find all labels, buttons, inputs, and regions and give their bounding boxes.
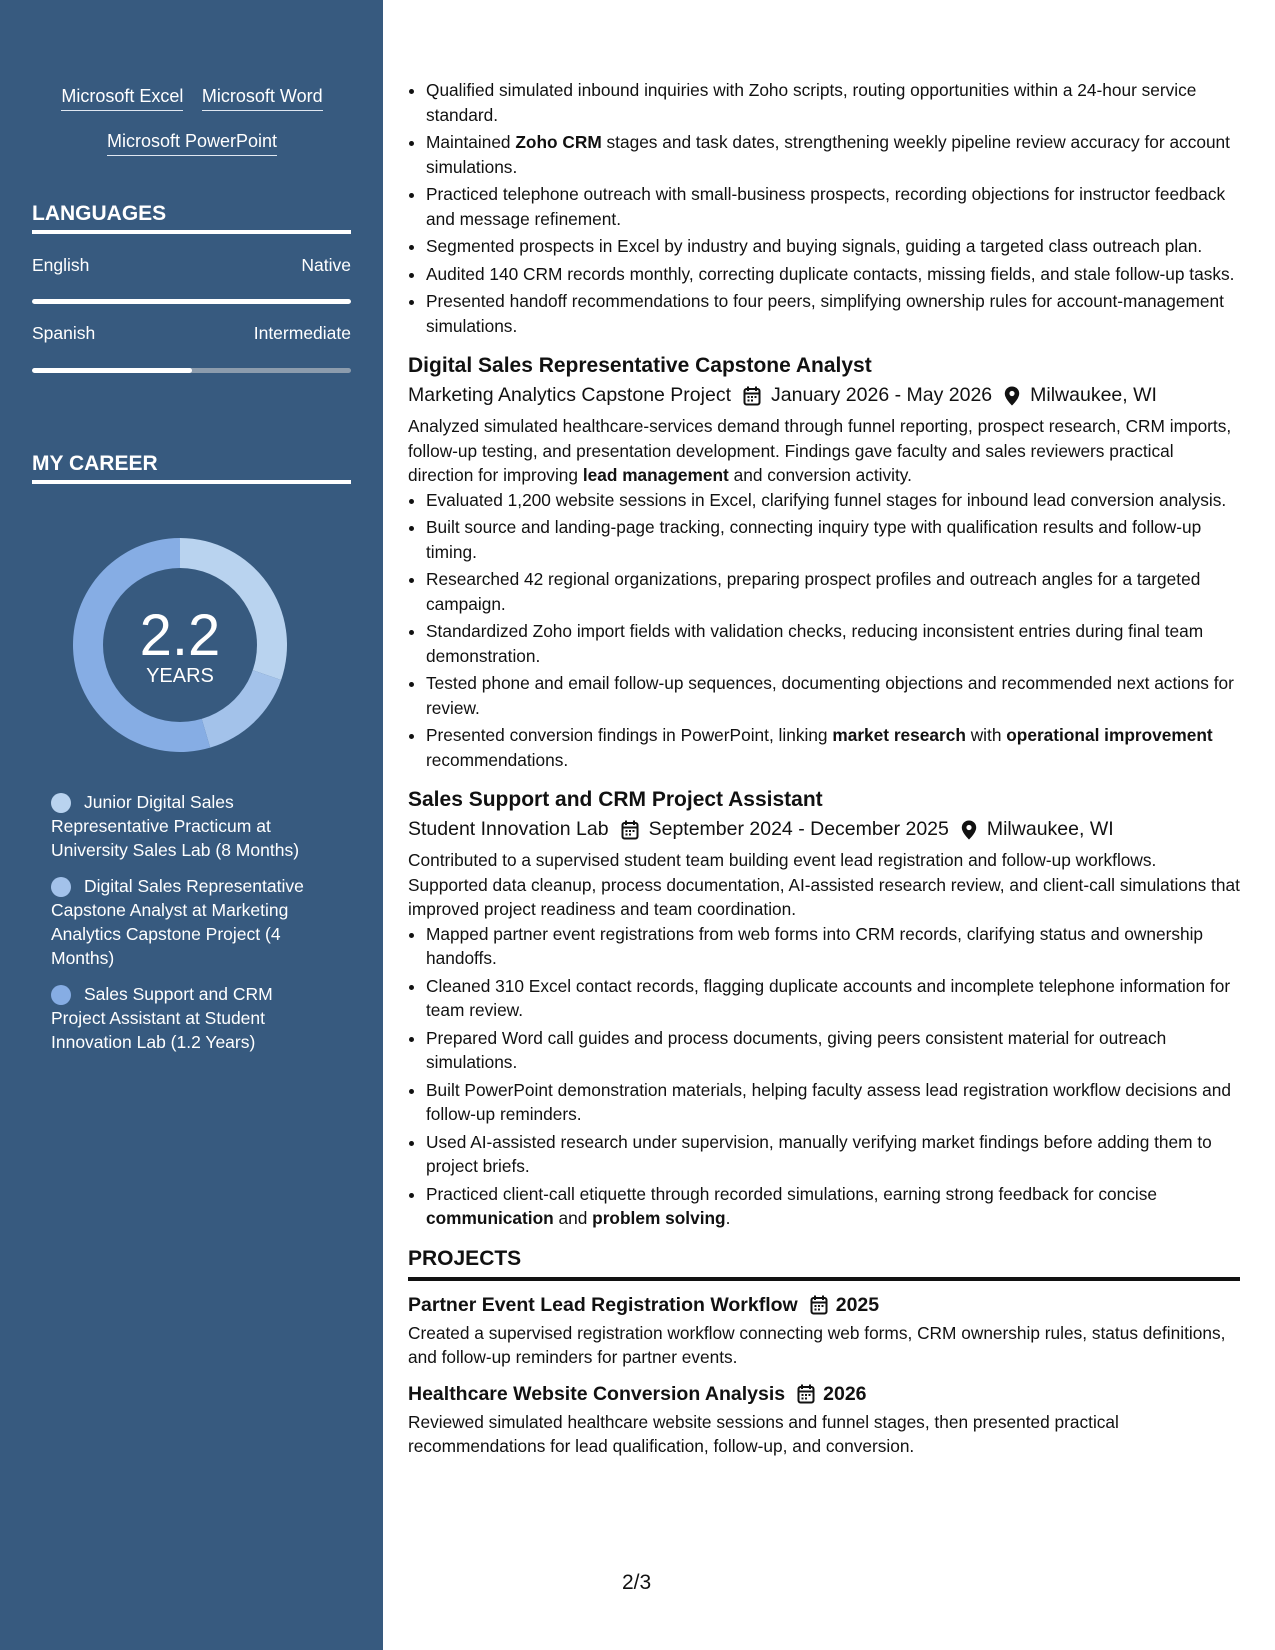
language-proficiency-bar: [32, 299, 351, 304]
project-year: 2026: [823, 1382, 867, 1405]
project-title: [408, 1291, 1240, 1319]
career-item-text: Digital Sales Representative Capstone Analyst at Marketing Analytics Capstone Project (4 Months): [51, 876, 304, 968]
project-description: Reviewed simulated healthcare website sessions and funnel stages, then presented practical recommendations for lead qualification, follow-up, and conversion.: [408, 1411, 1119, 1456]
skill-tag: Microsoft PowerPoint: [107, 131, 277, 156]
job-bullets: [408, 488, 1240, 773]
bullet-item: • Qualified simulated inbound inquiries with Zoho scripts, routing opportunities within a 24-hour service standard.: [426, 78, 1240, 127]
calendar-icon: [797, 1380, 815, 1408]
job-title: Digital Sales Representative Capstone Analyst: [408, 354, 872, 377]
skills-row: [32, 131, 352, 156]
calendar-icon: [810, 1291, 828, 1319]
language-name: English: [32, 255, 90, 275]
job-description: Analyzed simulated healthcare-services demand through funnel reporting, prospect research, CRM imports, follow-up testing, and presentation development. Findings gave faculty and sales reviewers practical direction for improving lead management and conversion activity.: [408, 416, 1232, 485]
career-legend-dot: [51, 985, 71, 1005]
location-pin-icon: [961, 814, 977, 844]
career-heading: MY CAREER: [32, 452, 351, 484]
bullet-item: • Used AI-assisted research under supervision, manually verifying market findings before adding them to project briefs.: [426, 1130, 1240, 1179]
languages-heading: LANGUAGES: [32, 202, 351, 234]
bullet-item: • Practiced client-call etiquette through recorded simulations, earning strong feedback for concise communication and problem solving.: [426, 1182, 1240, 1231]
bullet-item: • Researched 42 regional organizations, preparing prospect profiles and outreach angles for a targeted campaign.: [426, 567, 1240, 616]
language-level: Native: [301, 255, 351, 275]
calendar-icon: [743, 380, 761, 410]
language-name: Spanish: [32, 323, 96, 343]
main-content: [408, 78, 1240, 1459]
bullet-item: • Built PowerPoint demonstration materials, helping faculty assess lead registration workflow decisions and follow-up reminders.: [426, 1078, 1240, 1127]
bullet-item: • Maintained Zoho CRM stages and task dates, strengthening weekly pipeline review accuracy for account simulations.: [426, 130, 1240, 179]
skill-tag: Microsoft Word: [202, 86, 323, 111]
career-item: [51, 790, 331, 862]
job-meta: [408, 380, 1240, 410]
job-bullets: [408, 922, 1240, 1231]
job-meta: [408, 814, 1240, 844]
career-legend-dot: [51, 793, 71, 813]
language-proficiency-fill: [32, 368, 192, 373]
bullet-item: • Standardized Zoho import fields with validation checks, reducing inconsistent entries during final team demonstration.: [426, 619, 1240, 668]
career-list: [51, 790, 331, 1066]
language-proficiency-bar: [32, 368, 351, 373]
project-year: 2025: [835, 1293, 880, 1316]
career-item: [51, 982, 331, 1054]
bullet-item: • Cleaned 310 Excel contact records, flagging duplicate accounts and incomplete telephone information for team review.: [426, 974, 1240, 1023]
job-company: Student Innovation Lab: [408, 818, 609, 840]
career-unit: YEARS: [146, 665, 214, 687]
career-item-text: Junior Digital Sales Representative Practicum at University Sales Lab (8 Months): [51, 792, 300, 860]
job-company: Marketing Analytics Capstone Project: [408, 384, 731, 406]
job-title: Sales Support and CRM Project Assistant: [408, 788, 823, 811]
previous-job-bullets: [408, 78, 1240, 338]
skills-list: [32, 86, 352, 176]
calendar-icon: [621, 814, 639, 844]
language-proficiency-fill: [32, 299, 351, 304]
bullet-item: • Segmented prospects in Excel by industry and buying signals, guiding a targeted class outreach plan.: [426, 234, 1240, 259]
career-legend-dot: [51, 877, 71, 897]
projects-heading: PROJECTS: [408, 1245, 1240, 1281]
project-title: [408, 1380, 1240, 1408]
bullet-item: • Practiced telephone outreach with small-business prospects, recording objections for instructor feedback and message refinement.: [426, 182, 1240, 231]
job-location: Milwaukee, WI: [986, 818, 1114, 840]
project-name: Healthcare Website Conversion Analysis: [408, 1382, 786, 1405]
sidebar: [0, 0, 383, 1650]
bullet-item: • Evaluated 1,200 website sessions in Excel, clarifying funnel stages for inbound lead conversion analysis.: [426, 488, 1240, 513]
bullet-item: • Tested phone and email follow-up sequences, documenting objections and recommended next actions for review.: [426, 671, 1240, 720]
job-description: Contributed to a supervised student team building event lead registration and follow-up workflows. Supported data cleanup, process documentation, AI-assisted research review, and client-call simulations that improved project readiness and team coordination.: [408, 850, 1240, 919]
job-dates: September 2024 - December 2025: [648, 818, 949, 840]
job-location: Milwaukee, WI: [1030, 384, 1157, 406]
project-description: Created a supervised registration workflow connecting web forms, CRM ownership rules, status definitions, and follow-up reminders for partner events.: [408, 1322, 1226, 1367]
location-pin-icon: [1004, 380, 1020, 410]
bullet-item: • Prepared Word call guides and process documents, giving peers consistent material for outreach simulations.: [426, 1026, 1240, 1075]
bullet-item: • Built source and landing-page tracking, connecting inquiry type with qualification results and follow-up timing.: [426, 515, 1240, 564]
bullet-item: • Audited 140 CRM records monthly, correcting duplicate contacts, missing fields, and stale follow-up tasks.: [426, 262, 1240, 287]
project-name: Partner Event Lead Registration Workflow: [408, 1293, 798, 1316]
career-total: 2.2: [139, 603, 221, 668]
career-item-text: Sales Support and CRM Project Assistant at Student Innovation Lab (1.2 Years): [51, 984, 273, 1052]
skill-tag: Microsoft Excel: [61, 86, 183, 111]
bullet-item: • Presented conversion findings in PowerPoint, linking market research with operational improvement recommendations.: [426, 723, 1240, 772]
career-item: [51, 874, 331, 970]
job-dates: January 2026 - May 2026: [771, 384, 993, 406]
career-donut-chart: [65, 530, 295, 760]
page-number: 2/3: [622, 1571, 652, 1594]
language-level: Intermediate: [253, 323, 351, 343]
skills-row: [32, 86, 352, 111]
bullet-item: • Presented handoff recommendations to four peers, simplifying ownership rules for account-management simulations.: [426, 289, 1240, 338]
bullet-item: • Mapped partner event registrations from web forms into CRM records, clarifying status and ownership handoffs.: [426, 922, 1240, 971]
